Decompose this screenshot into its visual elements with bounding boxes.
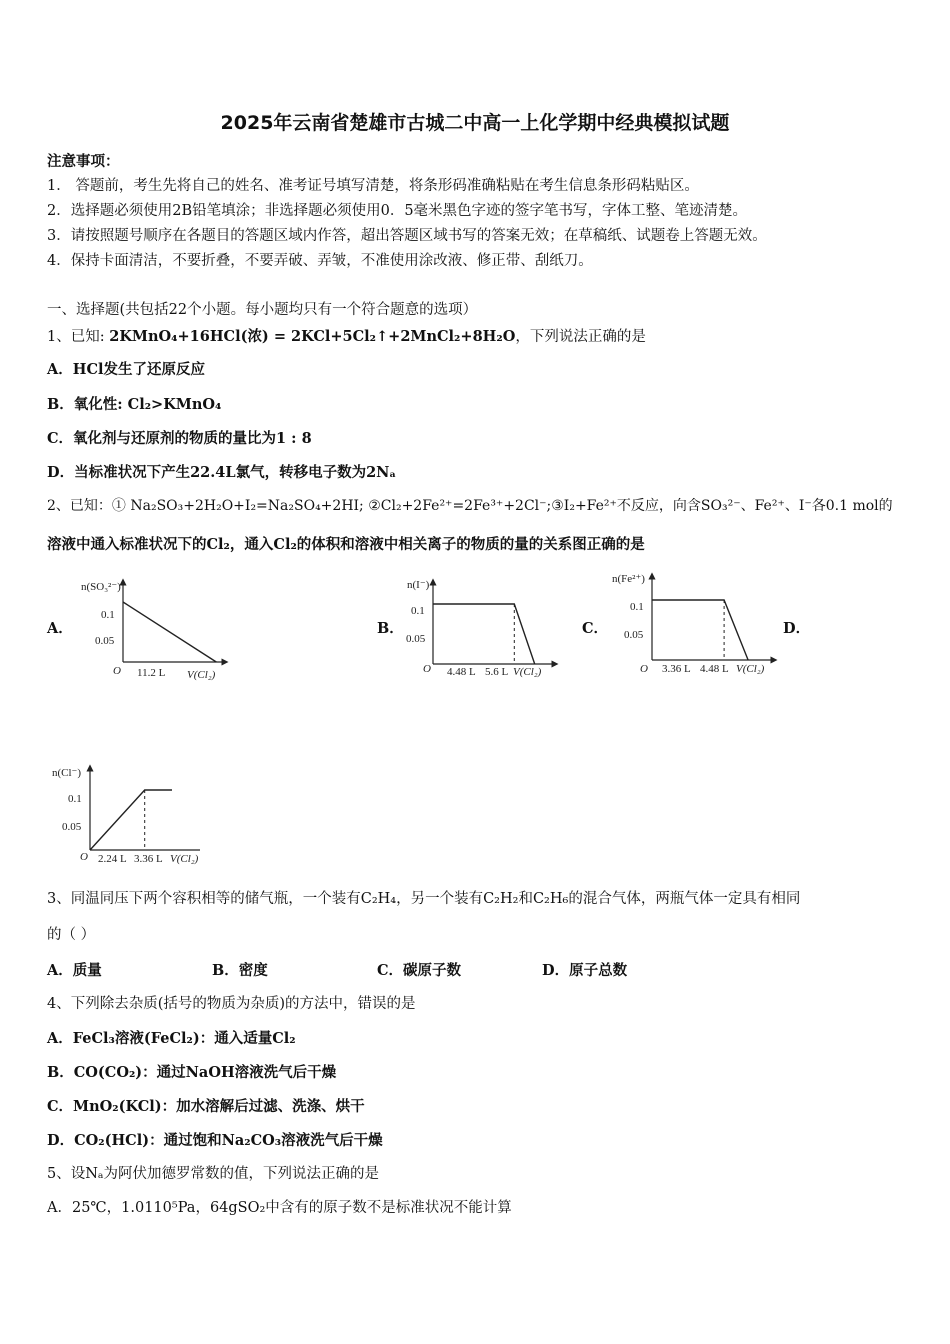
question-2-line1: 2、已知：① Na₂SO₃+2H₂O+I₂=Na₂SO₄+2HI; ②Cl₂+2Fe²⁺=2Fe³⁺+2Cl⁻;③I₂+Fe²⁺不反应，向含SO₃²⁻、Fe²⁺、I⁻各0.1 mol的 — [47, 498, 893, 514]
y-tick-label: 0.05 — [95, 635, 115, 647]
x-axis-label: V(Cl₂) — [513, 666, 542, 678]
question-4-option-d: D．CO₂(HCl)：通过饱和Na₂CO₃溶液洗气后干燥 — [47, 1132, 383, 1149]
data-line — [90, 790, 172, 850]
graph-c — [612, 568, 782, 683]
question-3-option-d: D．原子总数 — [542, 962, 628, 979]
question-3-line2: 的（ ） — [47, 927, 96, 943]
question-1-option-d: D．当标准状况下产生22.4L氯气，转移电子数为2Nₐ — [47, 464, 397, 481]
notice-heading: 注意事项： — [47, 153, 120, 170]
y-tick-label: 0.05 — [406, 633, 426, 645]
option-d-label: D． — [783, 620, 811, 637]
data-line — [652, 600, 748, 660]
origin-label: O — [423, 663, 431, 675]
origin-label: O — [113, 665, 121, 677]
question-1-stem — [47, 328, 646, 346]
y-tick-label: 0.1 — [411, 605, 425, 617]
notice-item: 1． 答题前，考生先将自己的姓名、准考证号填写清楚，将条形码准确粘贴在考生信息条形码粘贴区。 — [47, 178, 699, 194]
question-4-option-a: A．FeCl₃溶液(FeCl₂)：通入适量Cl₂ — [47, 1030, 296, 1047]
x-tick-label: 3.36 L — [134, 853, 163, 865]
notice-item: 2．选择题必须使用2B铅笔填涂；非选择题必须使用0．5毫米黑色字迹的签字笔书写，字体工整、笔迹清楚。 — [47, 203, 748, 219]
y-axis-label: n(I⁻) — [407, 579, 430, 591]
option-a-label: A． — [47, 620, 73, 637]
question-4-stem: 4、下列除去杂质(括号的物质为杂质)的方法中，错误的是 — [47, 996, 416, 1012]
x-tick-label: 4.48 L — [447, 666, 476, 678]
x-tick-label: 4.48 L — [700, 663, 729, 675]
page-title: 2025年云南省楚雄市古城二中高一上化学期中经典模拟试题 — [220, 112, 730, 134]
data-line — [433, 604, 535, 664]
y-tick-label: 0.1 — [68, 793, 82, 805]
x-tick-label: 11.2 L — [137, 667, 166, 679]
question-3-line1: 3、同温同压下两个容积相等的储气瓶，一个装有C₂H₄，另一个装有C₂H₂和C₂H₆的混合气体，两瓶气体一定具有相同 — [47, 891, 801, 907]
y-tick-label: 0.1 — [630, 601, 644, 613]
question-5-option-a: A．25℃，1.0110⁵Pa，64gSO₂中含有的原子数不是标准状况不能计算 — [47, 1200, 512, 1216]
question-3-option-c: C．碳原子数 — [377, 962, 462, 979]
question-1-option-b: B．氧化性: Cl₂>KMnO₄ — [47, 396, 222, 413]
x-axis-label: V(Cl₂) — [187, 669, 216, 681]
x-axis-label: V(Cl₂) — [736, 663, 765, 675]
graph-a — [75, 576, 235, 686]
y-axis-label: n(Fe²⁺) — [612, 573, 645, 585]
x-tick-label: 5.6 L — [485, 666, 509, 678]
notice-item: 3．请按照题号顺序在各题目的答题区域内作答，超出答题区域书写的答案无效；在草稿纸、试题卷上答题无效。 — [47, 228, 767, 244]
question-3-option-b: B．密度 — [212, 962, 268, 979]
question-1-equation: 2KMnO₄+16HCl(浓) = 2KCl+5Cl₂↑+2MnCl₂+8H₂O — [109, 328, 516, 345]
y-tick-label: 0.1 — [101, 609, 115, 621]
question-1-suffix: ，下列说法正确的是 — [515, 329, 646, 345]
y-axis-label: n(Cl⁻) — [52, 767, 82, 779]
option-c-label: C． — [582, 620, 609, 637]
section-heading: 一、选择题(共包括22个小题。每小题均只有一个符合题意的选项） — [47, 302, 478, 318]
question-2-line2: 溶液中通入标准状况下的Cl₂，通入Cl₂的体积和溶液中相关离子的物质的量的关系图正确的是 — [47, 536, 645, 553]
origin-label: O — [640, 663, 648, 675]
question-1-option-a: A．HCl发生了还原反应 — [47, 361, 205, 378]
option-b-label: B． — [377, 620, 404, 637]
x-tick-label: 3.36 L — [662, 663, 691, 675]
x-tick-label: 2.24 L — [98, 853, 127, 865]
x-axis-label: V(Cl₂) — [170, 853, 199, 865]
y-axis-label: n(SO₃²⁻) — [81, 581, 121, 593]
y-tick-label: 0.05 — [624, 629, 644, 641]
graph-d — [50, 762, 220, 872]
question-4-option-b: B．CO(CO₂)：通过NaOH溶液洗气后干燥 — [47, 1064, 337, 1081]
origin-label: O — [80, 851, 88, 863]
notice-item: 4．保持卡面清洁，不要折叠，不要弄破、弄皱，不准使用涂改液、修正带、刮纸刀。 — [47, 253, 593, 269]
data-line — [123, 602, 216, 662]
question-4-option-c: C．MnO₂(KCl)：加水溶解后过滤、洗涤、烘干 — [47, 1098, 365, 1115]
question-3-option-a: A．质量 — [47, 962, 102, 979]
question-5-stem: 5、设Nₐ为阿伏加德罗常数的值，下列说法正确的是 — [47, 1166, 380, 1182]
graph-b — [405, 574, 565, 684]
y-tick-label: 0.05 — [62, 821, 82, 833]
question-1-prefix: 1、已知: — [47, 329, 110, 345]
question-1-option-c: C．氧化剂与还原剂的物质的量比为1 : 8 — [47, 430, 312, 447]
